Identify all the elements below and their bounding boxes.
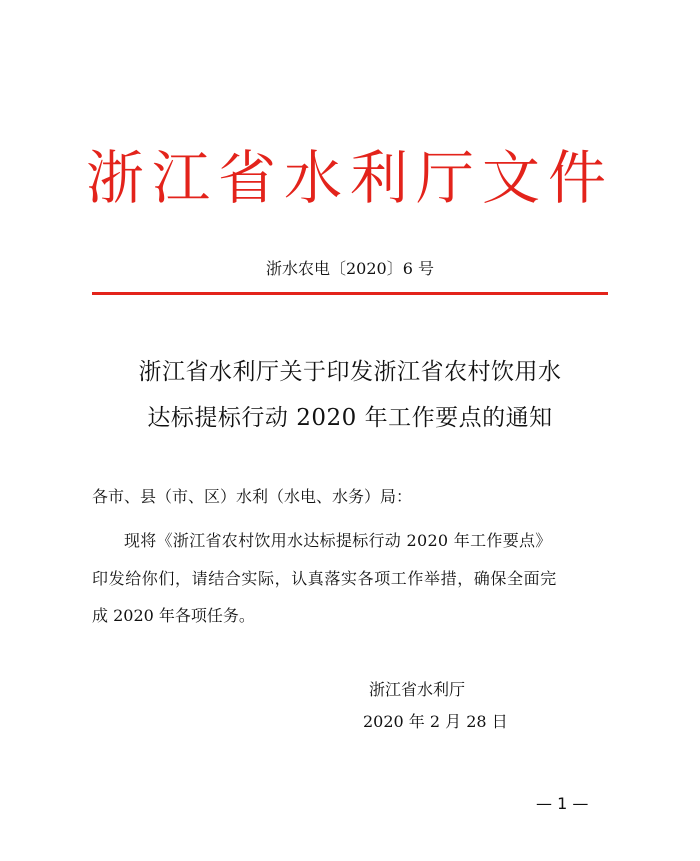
body-text-line-2: 印发给你们，请结合实际，认真落实各项工作举措，确保全面完: [92, 569, 557, 588]
document-header-title: 浙江省水利厅文件: [85, 144, 614, 212]
body-text-line-3: 成 2020 年各项任务。: [92, 606, 255, 625]
issuer-signature: 浙江省水利厅: [369, 680, 466, 699]
page-number: — 1 —: [536, 794, 589, 813]
body-text-line-1: 现将《浙江省农村饮用水达标提标行动 2020 年工作要点》: [124, 531, 552, 550]
document-number: 浙水农电〔2020〕6 号: [266, 259, 434, 278]
notice-title-line-2: 达标提标行动 2020 年工作要点的通知: [147, 405, 553, 431]
notice-title-line-1: 浙江省水利厅关于印发浙江省农村饮用水: [138, 359, 562, 385]
addressee-line: 各市、县（市、区）水利（水电、水务）局：: [92, 487, 413, 506]
issue-date: 2020 年 2 月 28 日: [363, 712, 508, 731]
red-divider-line: [92, 292, 608, 295]
